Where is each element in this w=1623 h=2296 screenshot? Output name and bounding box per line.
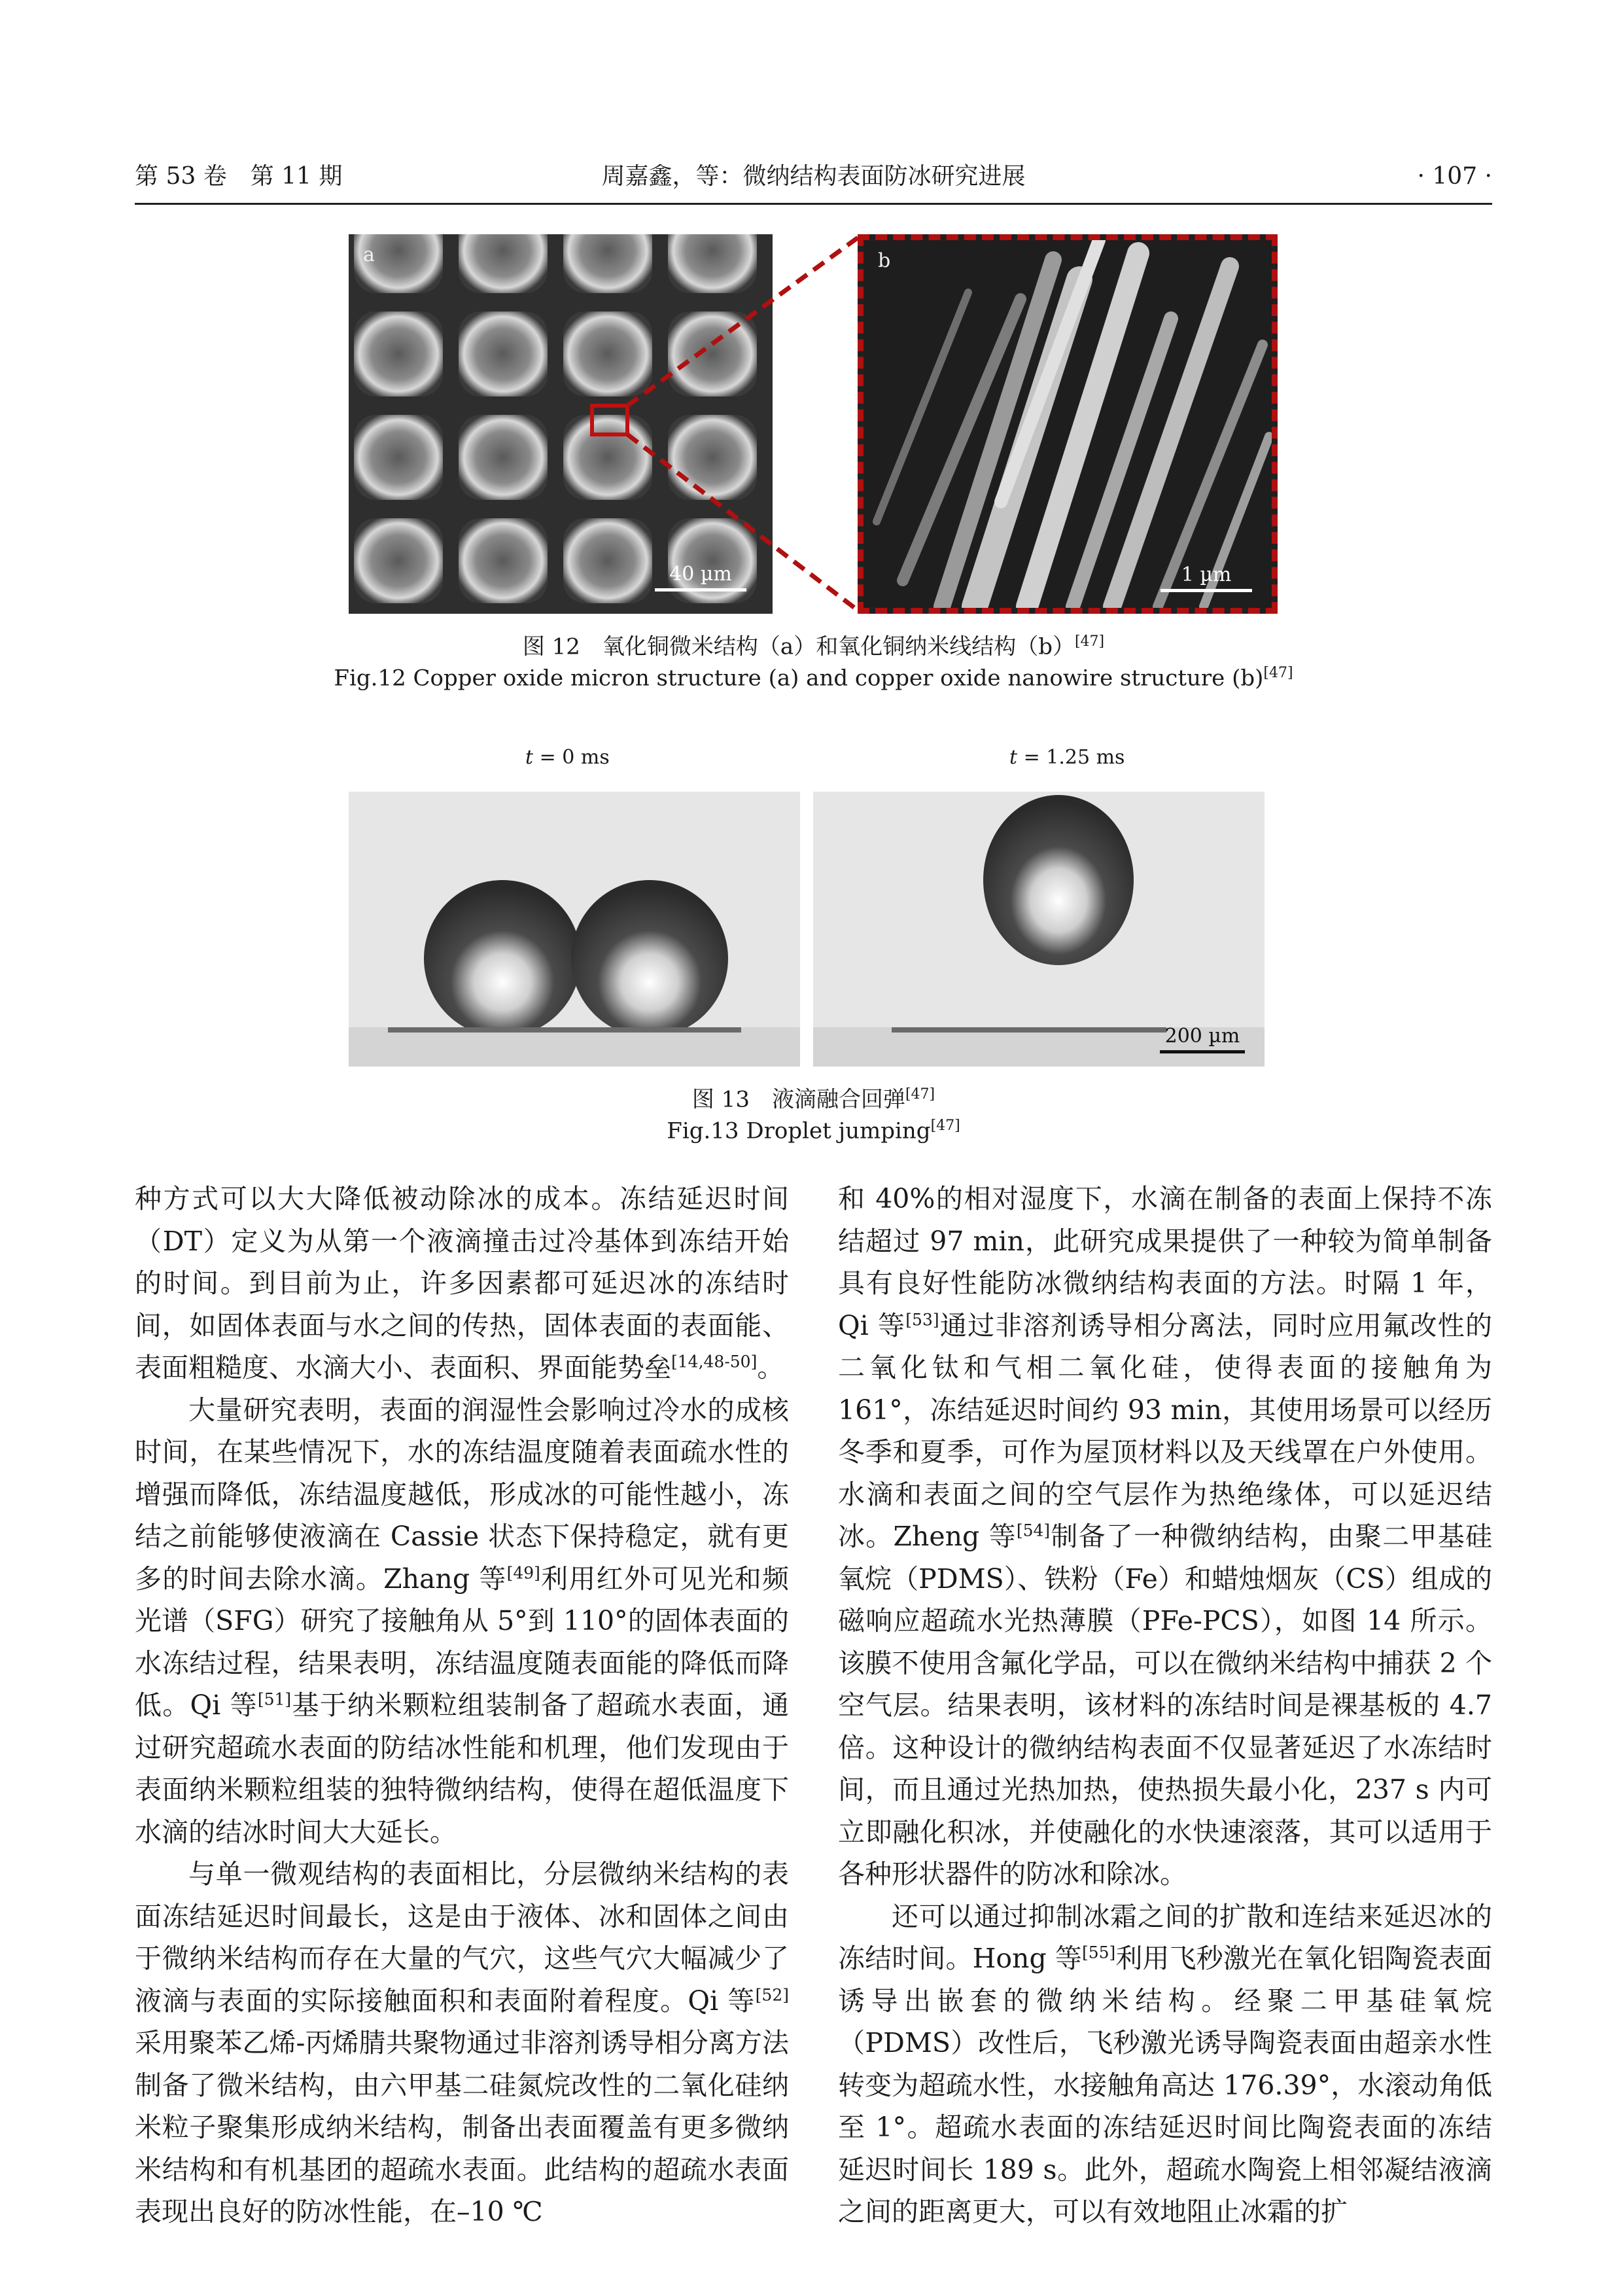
running-header: [135, 157, 1492, 196]
paragraph: [838, 1896, 1492, 2233]
figure-12: [349, 234, 1278, 614]
panel-b-label: b: [878, 249, 891, 272]
paragraph-text: 大量研究表明，表面的润湿性会影响过冷水的成核时间，在某些情况下，水的冻结温度随着表面疏水性的增强而降低，冻结温度越低，形成冰的可能性越小，冻结之前能够使液滴在 Cassie 状态下保持稳定，就有更多的时间去除水滴。Zhang 等: [135, 1394, 789, 1595]
scale-bar-b-text: 1 µm: [1181, 563, 1232, 586]
citation-ref: [51]: [257, 1689, 292, 1709]
figure-13-caption-en-text: Fig.13 Droplet jumping: [667, 1118, 931, 1144]
scale-bar-13-text: 200 µm: [1164, 1025, 1240, 1048]
scale-bar-b: [1161, 563, 1252, 592]
panel-b-micrograph: [858, 234, 1278, 614]
paragraph: [135, 1389, 789, 1854]
figure-13-caption-cn-text: 图 13 液滴融合回弹: [691, 1086, 905, 1113]
journal-volume-issue: 第 53 卷 第 11 期: [135, 163, 343, 190]
paragraph-text: 制备了一种微纳结构，由聚二甲基硅氧烷（PDMS）、铁粉（Fe）和蜡烛烟灰（CS）组成的磁响应超疏水光热薄膜（PFe-PCS），如图 14 所示。该膜不使用含氟化学品，可以在微纳米结构中捕获 2 个空气层。结果表明，该材料的冻结时间是裸基板的 4.7 倍。这种设计的微纳结构表面不仅显著延迟了水冻结时间，而且通过光热加热，使热损失最小化，237 s 内可立即融化积冰，并使融化的水快速滚落，其可以适用于各种形状器件的防冰和除冰。: [838, 1521, 1493, 1890]
paragraph-text: 利用红外可见光和频光谱（SFG）研究了接触角从 5°到 110°的固体表面的水冻结过程，结果表明，冻结温度随表面能的降低而降低。Qi 等: [135, 1563, 789, 1721]
citation-ref: [14,48-50]: [671, 1352, 758, 1371]
page-number: · 107 ·: [1417, 163, 1492, 190]
citation-ref: [49]: [506, 1563, 540, 1582]
paragraph-text: 和 40%的相对湿度下，水滴在制备的表面上保持不冻结超过 97 min，此研究成果提供了一种较为简单制备具有良好性能防冰微纳结构表面的方法。时隔 1 年，Qi 等: [838, 1183, 1492, 1341]
paragraph: [838, 1178, 1492, 1896]
header-rule: [135, 203, 1492, 205]
figure-13-caption-cn-ref: [47]: [905, 1086, 935, 1103]
paragraph-text: 通过非溶剂诱导相分离法，同时应用氟改性的二氧化钛和气相二氧化硅，使得表面的接触角为 161°，冻结延迟时间约 93 min，其使用场景可以经历冬季和夏季，可作为屋顶材料以及天线罩在户外使用。水滴和表面之间的空气层作为热绝缘体，可以延迟结冰。Zheng 等: [838, 1309, 1492, 1552]
figure-12-caption-en-text: Fig.12 Copper oxide micron structure (a) and copper oxide nanowire structure (b): [334, 665, 1264, 692]
paragraph-text: 与单一微观结构的表面相比，分层微纳米结构的表面冻结延迟时间最长，这是由于液体、冰和固体之间由于微纳米结构而存在大量的气穴，这些气穴大幅减少了液滴与表面的实际接触面积和表面附着程度。Qi 等: [135, 1858, 789, 2017]
figure-12-caption-en-ref: [47]: [1263, 665, 1293, 681]
two-droplets-image: [349, 792, 800, 1067]
paragraph: [135, 1853, 789, 2233]
paragraph: [135, 1178, 789, 1389]
paragraph-text: 基于纳米颗粒组装制备了超疏水表面，通过研究超疏水表面的防结冰性能和机理，他们发现由于表面纳米颗粒组装的独特微纳结构，使得在超低温度下水滴的结冰时间大大延长。: [135, 1689, 790, 1848]
citation-ref: [55]: [1081, 1943, 1116, 1962]
body-text-left-column: [135, 1178, 789, 2233]
running-title: 周嘉鑫，等：微纳结构表面防冰研究进展: [601, 163, 1026, 190]
figure-12-caption-en: [135, 658, 1492, 693]
figure-13-caption-cn: [135, 1080, 1492, 1114]
paragraph-text: 。: [757, 1352, 784, 1383]
figure-13-caption-en-ref: [47]: [930, 1118, 960, 1134]
paragraph-text: 采用聚苯乙烯-丙烯腈共聚物通过非溶剂诱导相分离方法制备了微米结构，由六甲基二硅氮烷改性的二氧化硅纳米粒子聚集形成纳米结构，制备出表面覆盖有更多微纳米结构和有机基团的超疏水表面。此结构的超疏水表面表现出良好的防冰性能，在–10 ℃: [135, 2027, 789, 2227]
droplets-coalescing-photo: [349, 792, 800, 1067]
citation-ref: [54]: [1016, 1521, 1051, 1540]
figure-12-caption-cn-ref: [47]: [1074, 633, 1105, 650]
figure-13-caption-en: [135, 1111, 1492, 1146]
scale-bar-13: [1160, 1025, 1245, 1053]
time-label-1: t = 0 ms: [525, 746, 610, 769]
body-text-right-column: [838, 1178, 1492, 2233]
panel-a-label: a: [363, 243, 375, 266]
figure-12-caption-cn-text: 图 12 氧化铜微米结构（a）和氧化铜纳米线结构（b）: [522, 633, 1075, 660]
time-label-2: t = 1.25 ms: [1009, 746, 1125, 769]
paragraph-text: 还可以通过抑制冰霜之间的扩散和连结来延迟冰的冻结时间。Hong 等: [838, 1900, 1492, 1974]
paragraph-text: 种方式可以大大降低被动除冰的成本。冻结延迟时间（DT）定义为从第一个液滴撞击过冷基体到冻结开始的时间。到目前为止，许多因素都可延迟冰的冻结时间，如固体表面与水之间的传热，固体表面的表面能、表面粗糙度、水滴大小、表面积、界面能势垒: [135, 1183, 789, 1383]
figure-13: [349, 746, 1278, 1067]
droplet-jumping-photo: [813, 792, 1265, 1067]
citation-ref: [53]: [905, 1309, 939, 1329]
nanowire-structure-image: [864, 240, 1272, 608]
figure-12-caption-cn: [135, 627, 1492, 662]
scale-bar-a-text: 40 µm: [669, 563, 732, 586]
paragraph-text: 利用飞秒激光在氧化铝陶瓷表面诱导出嵌套的微纳米结构。经聚二甲基硅氧烷（PDMS）改性后，飞秒激光诱导陶瓷表面由超亲水性转变为超疏水性，水接触角高达 176.39°，水滚动角低至 1°。超疏水表面的冻结延迟时间比陶瓷表面的冻结延迟时间长 189 s。此外，超疏水陶瓷上相邻凝结液滴之间的距离更大，可以有效地阻止冰霜的扩: [838, 1943, 1493, 2227]
citation-ref: [52]: [755, 1985, 789, 2004]
